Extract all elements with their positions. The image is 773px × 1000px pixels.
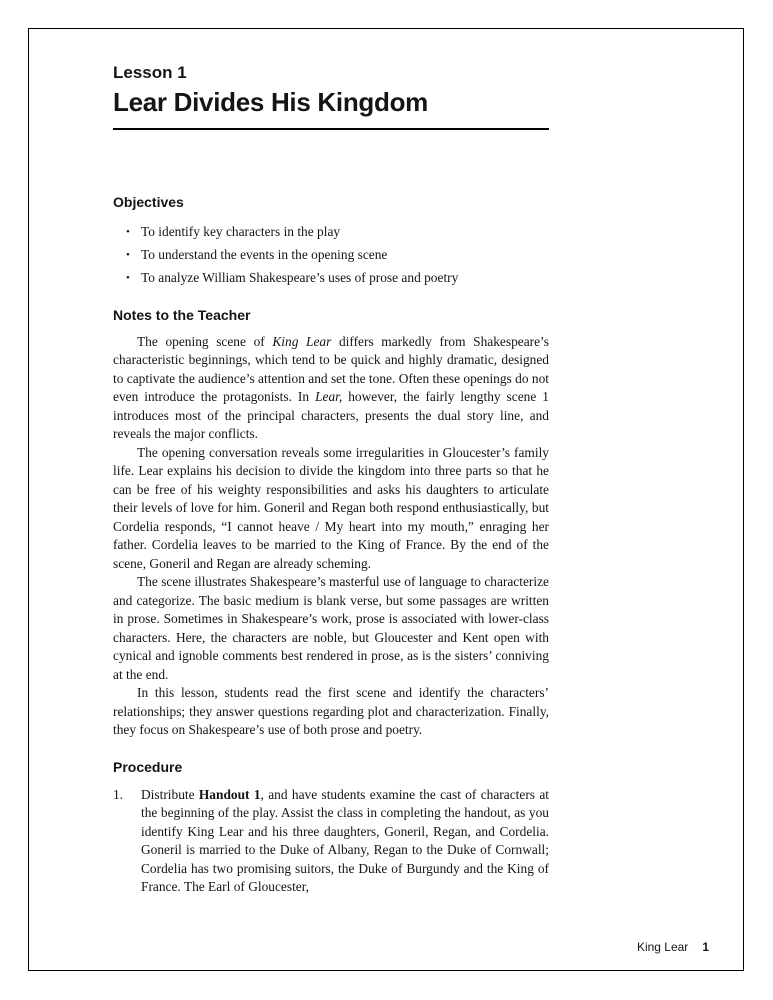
notes-paragraph: The scene illustrates Shakespeare’s masterful use of language to characterize and categorize. The basic medium is blank verse, but some passages are written in prose. Sometimes in Shakespeare’s work, prose is associated with lower-class characters. Here, the characters are noble, but Gloucester and Kent open with cynical and ignoble comments best rendered in prose, as is the sisters’ conniving at the end.: [113, 574, 549, 682]
procedure-item-number: 1.: [113, 786, 124, 802]
procedure-item: [113, 786, 549, 897]
objective-text: To identify key characters in the play: [141, 224, 341, 239]
bullet-icon: •: [126, 226, 130, 238]
notes-heading: Notes to the Teacher: [113, 306, 251, 323]
lesson-label: Lesson 1: [113, 63, 187, 82]
page-footer: [637, 940, 709, 954]
notes-paragraph: In this lesson, students read the first scene and identify the characters’ relationships; they answer questions regarding plot and characterization. Finally, they focus on Shakespeare’s use of both prose and poetry.: [113, 685, 549, 737]
footer-book-title: King Lear: [636, 940, 689, 954]
bullet-icon: •: [126, 272, 130, 284]
objectives-list: [113, 223, 549, 288]
objective-item: [113, 223, 549, 242]
notes-paragraph: The opening conversation reveals some irregularities in Gloucester’s family life. Lear explains his decision to divide the kingdom into three parts so that he can be free of his weighty responsibilities and asks his daughters to articulate their levels of love for him. Goneril and Regan both respond enthusiastically, but Cordelia responds, “I cannot heave / My heart into my mouth,” enraging her father. Cordelia leaves to be married to the King of France. By the end of the scene, Goneril and Regan are already scheming.: [113, 444, 549, 571]
title-rule: [113, 128, 549, 130]
page-content: [113, 63, 549, 897]
page-title: Lear Divides His Kingdom: [113, 87, 428, 117]
procedure-item-text: Distribute Handout 1, and have students examine the cast of characters at the beginning of the play. Assist the class in completing the handout, as you identify King Lear and his three daughters, Goneril, Regan, and Cordelia. Goneril is married to the Duke of Albany, Regan to the Duke of Cornwall; Cordelia has two promising suitors, the Duke of Burgundy and the King of France. The Earl of Gloucester,: [141, 786, 549, 894]
objective-item: [113, 269, 549, 288]
procedure-heading: Procedure: [113, 758, 183, 775]
page-border: [28, 28, 744, 971]
objective-item: [113, 246, 549, 265]
notes-paragraph: The opening scene of King Lear differs markedly from Shakespeare’s characteristic beginnings, which tend to be quick and highly dramatic, designed to captivate the audience’s attention and set the tone. Often these openings do not even introduce the protagonists. In Lear, however, the fairly lengthy scene 1 introduces most of the principal characters, presents the dual story line, and reveals the major conflicts.: [113, 333, 549, 441]
objectives-heading: Objectives: [113, 194, 184, 210]
bullet-icon: •: [126, 249, 130, 261]
objective-text: To analyze William Shakespeare’s uses of prose and poetry: [141, 270, 459, 285]
footer-page-number: 1: [702, 940, 709, 954]
objective-text: To understand the events in the opening scene: [141, 247, 388, 262]
